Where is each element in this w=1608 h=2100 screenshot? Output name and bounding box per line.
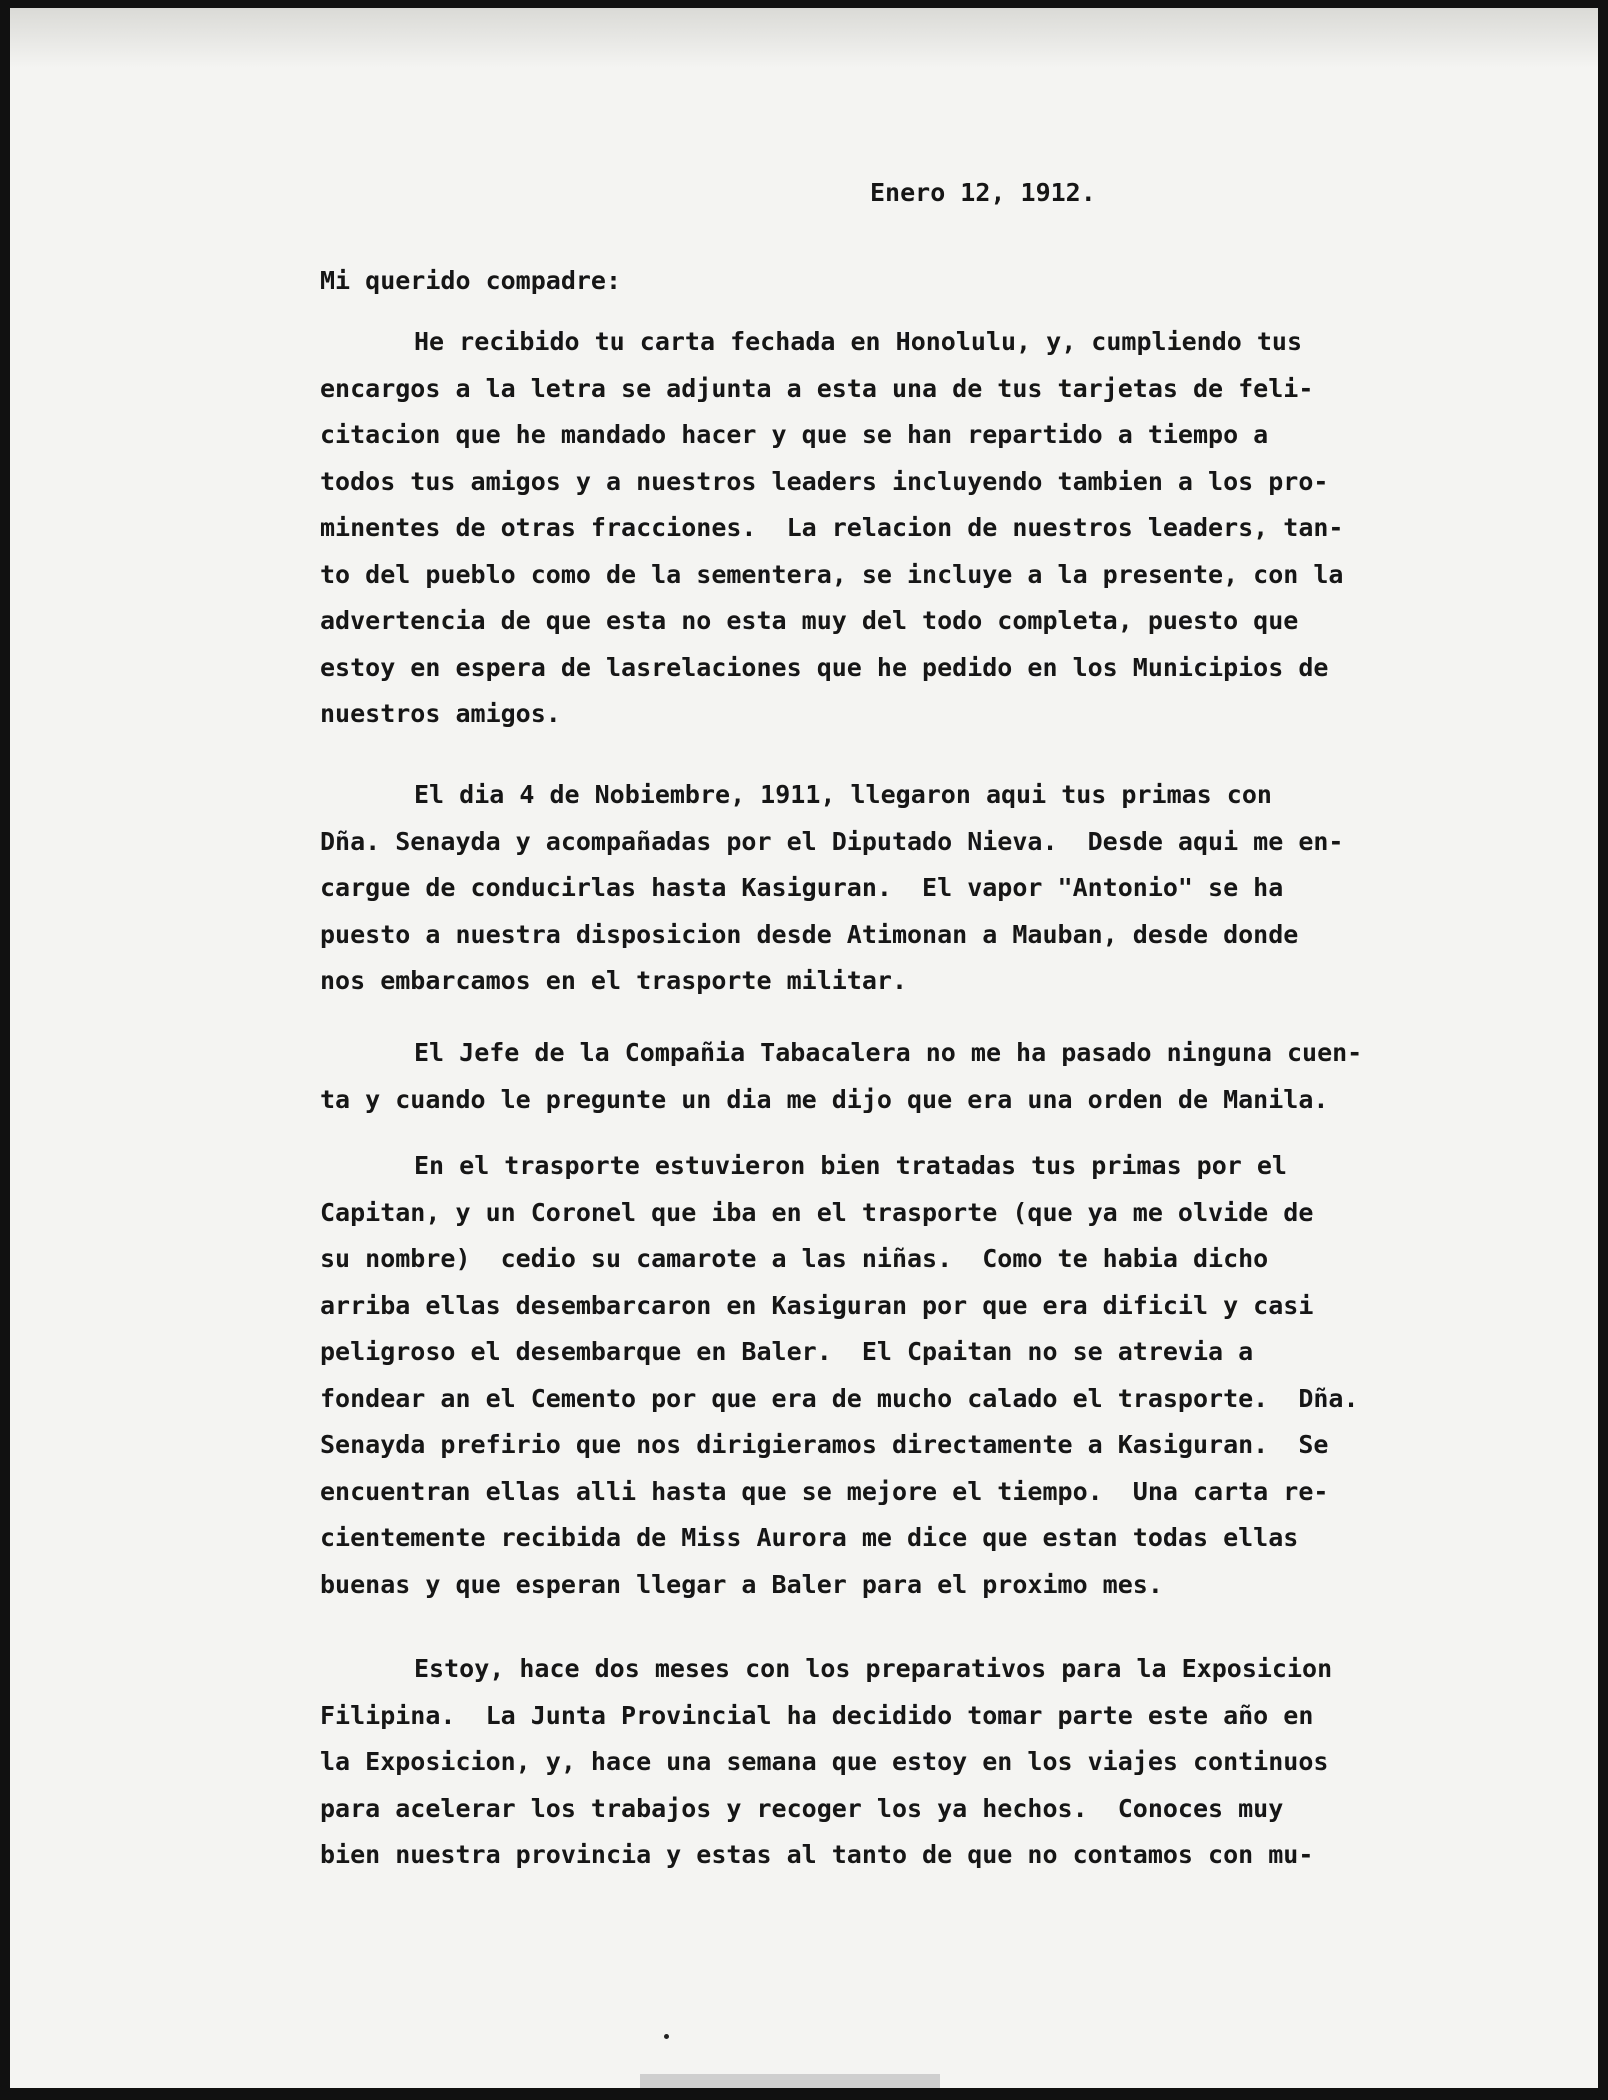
paragraph-line: Capitan, y un Coronel que iba en el trasporte (que ya me olvide de: [320, 1197, 1314, 1227]
paragraph-line: estoy en espera de lasrelaciones que he pedido en los Municipios de: [320, 652, 1329, 682]
paragraph-line: Estoy, hace dos meses con los preparativos para la Exposicion: [414, 1654, 1333, 1683]
paragraph-line: encuentran ellas alli hasta que se mejore el tiempo. Una carta re-: [320, 1476, 1329, 1506]
scan-shadow: [10, 8, 1598, 68]
letter-date: Enero 12, 1912.: [870, 178, 1096, 207]
paragraph-line: En el trasporte estuvieron bien tratadas tus primas por el: [414, 1151, 1287, 1180]
paragraph-line: arriba ellas desembarcaron en Kasiguran por que era dificil y casi: [320, 1290, 1314, 1320]
paragraph-line: minentes de otras fracciones. La relacion de nuestros leaders, tan-: [320, 513, 1344, 542]
paragraph-line: cargue de conducirlas hasta Kasiguran. El vapor "Antonio" se ha: [320, 873, 1284, 902]
paragraph-line: advertencia de que esta no esta muy del todo completa, puesto que: [320, 606, 1299, 635]
ink-speck: [664, 2034, 669, 2039]
paragraph-4: [320, 1143, 1450, 1608]
paragraph-line: nuestros amigos.: [320, 699, 561, 728]
paragraph-line: ta y cuando le pregunte un dia me dijo que era una orden de Manila.: [320, 1084, 1329, 1114]
paragraph-line: todos tus amigos y a nuestros leaders incluyendo tambien a los pro-: [320, 466, 1329, 496]
paragraph-line: cientemente recibida de Miss Aurora me dice que estan todas ellas: [320, 1523, 1299, 1552]
paragraph-line: El Jefe de la Compañia Tabacalera no me ha pasado ninguna cuen-: [414, 1038, 1363, 1067]
scan-clip-mark: [640, 2074, 940, 2088]
scan-border-left: [0, 0, 10, 2100]
letter-salutation: Mi querido compadre:: [320, 266, 622, 295]
paragraph-line: Dña. Senayda y acompañadas por el Diputado Nieva. Desde aqui me en-: [320, 826, 1344, 856]
paragraph-line: Filipina. La Junta Provincial ha decidido tomar parte este año en: [320, 1700, 1314, 1730]
paragraph-line: encargos a la letra se adjunta a esta una de tus tarjetas de feli-: [320, 373, 1314, 403]
paragraph-5: [320, 1646, 1450, 1879]
paragraph-line: peligroso el desembarque en Baler. El Cpaitan no se atrevia a: [320, 1337, 1254, 1366]
paragraph-3: [320, 1030, 1450, 1123]
paragraph-line: He recibido tu carta fechada en Honolulu, y, cumpliendo tus: [414, 327, 1303, 356]
scan-border-top: [0, 0, 1608, 8]
paragraph-line: to del pueblo como de la sementera, se incluye a la presente, con la: [320, 559, 1344, 589]
paragraph-line: Senayda prefirio que nos dirigieramos directamente a Kasiguran. Se: [320, 1430, 1329, 1459]
paragraph-line: bien nuestra provincia y estas al tanto de que no contamos con mu-: [320, 1840, 1314, 1869]
paragraph-line: El dia 4 de Nobiembre, 1911, llegaron aqui tus primas con: [414, 780, 1272, 809]
paragraph-1: [320, 319, 1450, 738]
paragraph-line: la Exposicion, y, hace una semana que estoy en los viajes continuos: [320, 1747, 1329, 1776]
paragraph-line: su nombre) cedio su camarote a las niñas. Como te habia dicho: [320, 1244, 1269, 1273]
paragraph-line: buenas y que esperan llegar a Baler para el proximo mes.: [320, 1569, 1163, 1599]
paragraph-line: nos embarcamos en el trasporte militar.: [320, 966, 907, 995]
paragraph-line: fondear an el Cemento por que era de mucho calado el trasporte. Dña.: [320, 1383, 1359, 1413]
paragraph-line: citacion que he mandado hacer y que se han repartido a tiempo a: [320, 420, 1269, 449]
scan-border-bottom: [0, 2088, 1608, 2100]
scan-border-right: [1598, 0, 1608, 2100]
paragraph-line: para acelerar los trabajos y recoger los ya hechos. Conoces muy: [320, 1793, 1284, 1823]
paragraph-line: puesto a nuestra disposicion desde Atimonan a Mauban, desde donde: [320, 919, 1299, 949]
paragraph-2: [320, 772, 1450, 1005]
